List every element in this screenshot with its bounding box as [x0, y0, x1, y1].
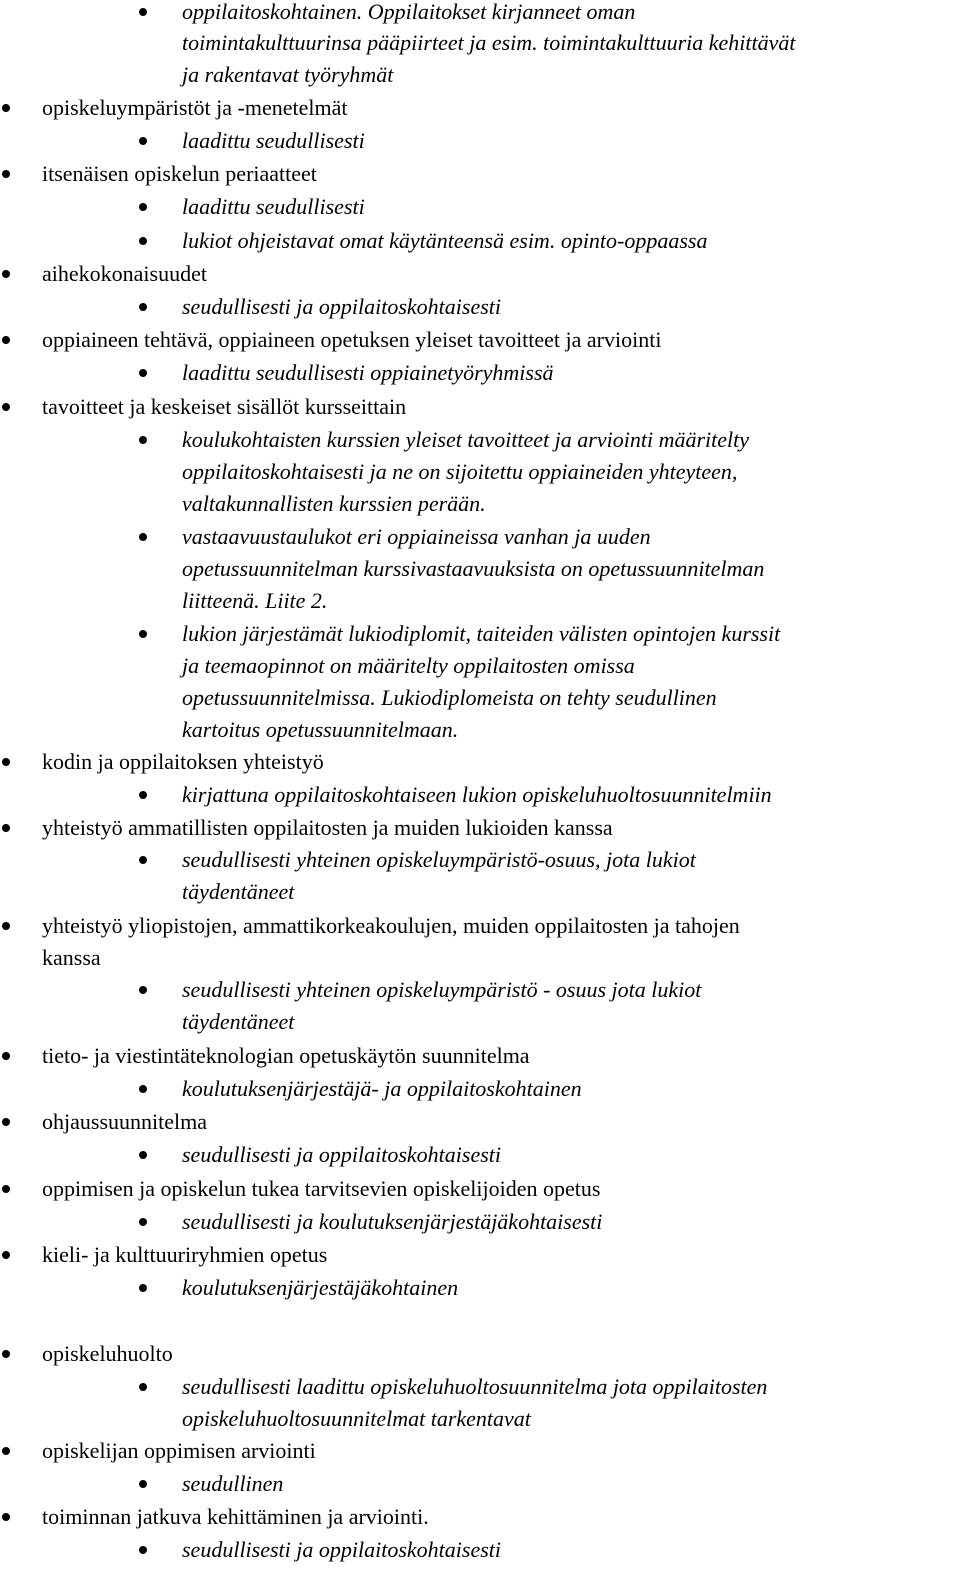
list-item-text: täydentäneet: [182, 879, 295, 904]
list-item-text: seudullisesti ja oppilaitoskohtaisesti: [182, 1537, 501, 1562]
list-item-text: tavoitteet ja keskeiset sisällöt kursseittain: [42, 394, 407, 419]
bullet-icon: [2, 1350, 10, 1358]
bullet-icon: [2, 336, 10, 344]
list-item-text: koulutuksenjärjestäjäkohtainen: [182, 1275, 459, 1300]
bullet-icon: [139, 856, 147, 864]
list-item-text: oppiaineen tehtävä, oppiaineen opetuksen yleiset tavoitteet ja arviointi: [42, 327, 662, 352]
bullet-icon: [2, 104, 10, 112]
list-item-text: koulutuksenjärjestäjä- ja oppilaitoskohtainen: [182, 1076, 582, 1101]
bullet-icon: [2, 170, 10, 178]
list-item-text: seudullisesti ja oppilaitoskohtaisesti: [182, 1142, 501, 1167]
list-item-text: opetussuunnitelman kurssivastaavuuksista on opetussuunnitelman: [182, 556, 765, 581]
bullet-icon: [139, 1085, 147, 1093]
list-item-text: koulukohtaisten kurssien yleiset tavoitteet ja arviointi määritelty: [182, 427, 749, 452]
bullet-icon: [2, 403, 10, 411]
bullet-icon: [139, 436, 147, 444]
list-item-text: opiskeluhuolto: [42, 1341, 173, 1366]
list-item-text: vastaavuustaulukot eri oppiaineissa vanhan ja uuden: [182, 524, 651, 549]
bullet-icon: [139, 1151, 147, 1159]
list-item-text: valtakunnallisten kurssien perään.: [182, 491, 486, 516]
list-item-text: lukiot ohjeistavat omat käytänteensä esim. opinto-oppaassa: [182, 228, 708, 253]
list-item-text: ohjaussuunnitelma: [42, 1109, 207, 1134]
bullet-icon: [139, 630, 147, 638]
list-item-text: seudullisesti yhteinen opiskeluympäristö-osuus, jota lukiot: [182, 847, 696, 872]
bullet-icon: [2, 1251, 10, 1259]
list-item-text: ja teemaopinnot on määritelty oppilaitosten omissa: [182, 653, 635, 678]
list-item-text: kirjattuna oppilaitoskohtaiseen lukion opiskeluhuoltosuunnitelmiin: [182, 782, 772, 807]
list-item-text: seudullisesti yhteinen opiskeluympäristö - osuus jota lukiot: [182, 977, 702, 1002]
bullet-icon: [139, 303, 147, 311]
list-item-text: itsenäisen opiskelun periaatteet: [42, 161, 317, 186]
bullet-icon: [139, 986, 147, 994]
list-item-text: lukion järjestämät lukiodiplomit, taiteiden välisten opintojen kurssit: [182, 621, 781, 646]
list-item-text: oppilaitoskohtainen. Oppilaitokset kirjanneet oman: [182, 0, 636, 24]
list-item-text: oppimisen ja opiskelun tukea tarvitsevien opiskelijoiden opetus: [42, 1176, 601, 1201]
list-item-text: laadittu seudullisesti oppiainetyöryhmissä: [182, 360, 554, 385]
list-item-text: opiskelijan oppimisen arviointi: [42, 1438, 316, 1463]
bullet-icon: [139, 1480, 147, 1488]
list-item-text: ja rakentavat työryhmät: [182, 62, 394, 87]
list-item-text: kanssa: [42, 945, 101, 970]
bullet-icon: [139, 369, 147, 377]
list-item-text: tieto- ja viestintäteknologian opetuskäytön suunnitelma: [42, 1043, 530, 1068]
list-item-text: toimintakulttuurinsa pääpiirteet ja esim. toimintakulttuuria kehittävät: [182, 30, 796, 55]
bullet-icon: [2, 922, 10, 930]
list-item-text: kodin ja oppilaitoksen yhteistyö: [42, 749, 324, 774]
list-item-text: oppilaitoskohtaisesti ja ne on sijoitettu oppiaineiden yhteyteen,: [182, 459, 738, 484]
bullet-icon: [139, 1284, 147, 1292]
bullet-icon: [2, 1118, 10, 1126]
list-item-text: seudullinen: [182, 1471, 284, 1496]
bullet-icon: [139, 1546, 147, 1554]
list-item-text: laadittu seudullisesti: [182, 194, 365, 219]
list-item-text: seudullisesti ja oppilaitoskohtaisesti: [182, 294, 501, 319]
bullet-icon: [2, 1447, 10, 1455]
bullet-icon: [2, 1185, 10, 1193]
bullet-icon: [139, 237, 147, 245]
bullet-icon: [2, 1052, 10, 1060]
list-item-text: opiskeluympäristöt ja -menetelmät: [42, 95, 348, 120]
bullet-icon: [139, 1383, 147, 1391]
bullet-icon: [139, 203, 147, 211]
list-item-text: laadittu seudullisesti: [182, 128, 365, 153]
bullet-icon: [139, 791, 147, 799]
bullet-icon: [2, 824, 10, 832]
list-item-text: seudullisesti ja koulutuksenjärjestäjäkohtaisesti: [182, 1209, 603, 1234]
list-item-text: kieli- ja kulttuuriryhmien opetus: [42, 1242, 328, 1267]
bullet-icon: [139, 533, 147, 541]
list-item-text: opiskeluhuoltosuunnitelmat tarkentavat: [182, 1406, 531, 1431]
list-item-text: yhteistyö ammatillisten oppilaitosten ja muiden lukioiden kanssa: [42, 815, 613, 840]
list-item-text: opetussuunnitelmissa. Lukiodiplomeista on tehty seudullinen: [182, 685, 717, 710]
list-item-text: toiminnan jatkuva kehittäminen ja arviointi.: [42, 1504, 429, 1529]
bullet-icon: [139, 8, 147, 16]
bullet-icon: [139, 1218, 147, 1226]
list-item-text: täydentäneet: [182, 1009, 295, 1034]
bullet-icon: [2, 758, 10, 766]
list-item-text: aihekokonaisuudet: [42, 261, 207, 286]
list-item-text: seudullisesti laadittu opiskeluhuoltosuunnitelma jota oppilaitosten: [182, 1374, 768, 1399]
bullet-icon: [2, 1513, 10, 1521]
list-item-text: liitteenä. Liite 2.: [182, 588, 328, 613]
list-item-text: kartoitus opetussuunnitelmaan.: [182, 717, 459, 742]
list-item-text: yhteistyö yliopistojen, ammattikorkeakoulujen, muiden oppilaitosten ja tahojen: [42, 913, 740, 938]
bullet-icon: [139, 137, 147, 145]
bullet-icon: [2, 270, 10, 278]
